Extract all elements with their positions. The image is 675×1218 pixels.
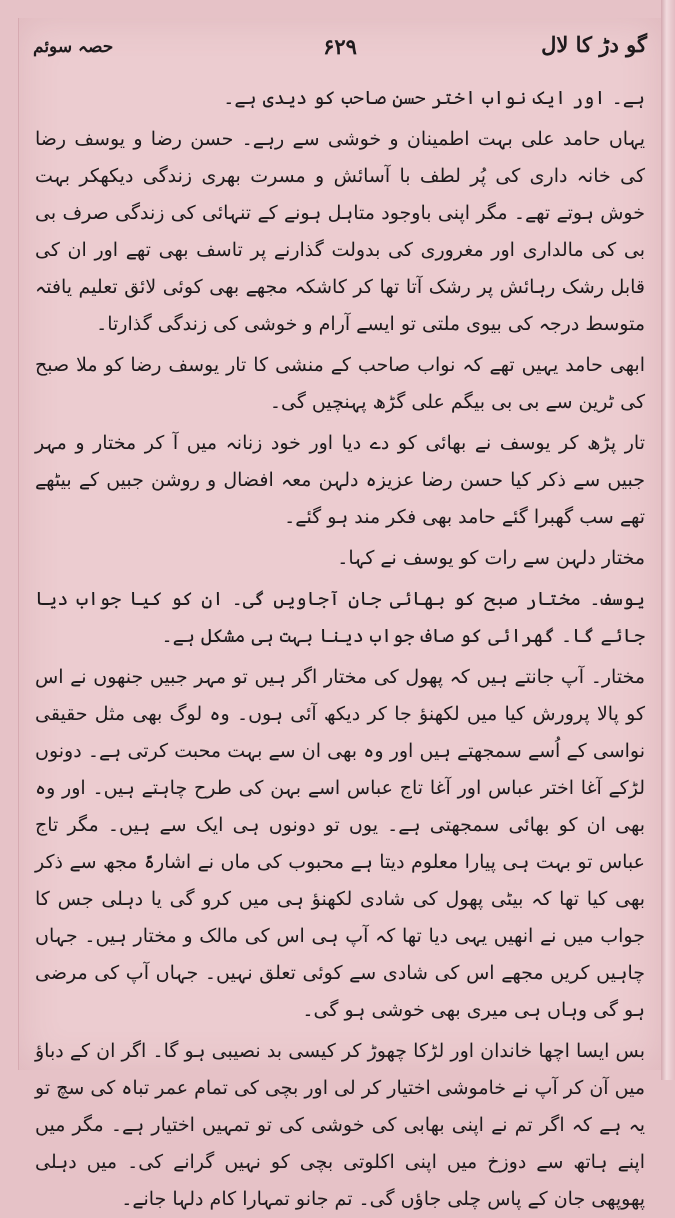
paragraph-3: ابھی حامد یہیں تھے کہ نواب صاحب کے منشی کا تار یوسف رضا کو ملا صبح کی ٹرین سے بی بی بیگم علی گڑھ پہنچیں گی۔ [35, 354, 645, 413]
page-edge [661, 0, 675, 1080]
paragraph-6: یوسف۔ مختار صبح کو بھائی جان آجاویں گی۔ ان کو کیا جواب دیا جائے گا۔ گھرائی کو صاف جواب دینا بہت ہی مشکل ہے۔ [35, 588, 645, 647]
page-number: ۶۲۹ [323, 34, 357, 59]
paragraph-2: یہاں حامد علی بہت اطمینان و خوشی سے رہے۔ حسن رضا و یوسف رضا کی خانہ داری کی پُر لطف با آسائش و مسرت بھری زندگی دیکھکر بہت خوش ہوتے تھے۔ مگر اپنی باوجود متاہل ہونے کے تنہائی کی زندگی صرف بی بی کی مالداری اور مغروری کی بدولت گذارنے پر تاسف بھی تھے اور ان کی قابل رشک رہائش پر رشک آتا تھا کر کاشکہ مجھے بھی کوئی لائق تعلیم یافتہ متوسط درجہ کی بیوی ملتی تو ایسے آرام و خوشی کی زندگی گذارتا۔ [35, 128, 645, 335]
book-title: گو دڑ کا لال [541, 32, 647, 57]
part-label: حصہ سوئم [33, 37, 114, 57]
page-body [35, 80, 645, 1210]
page-header [33, 32, 647, 72]
paragraph-4: تار پڑھ کر یوسف نے بھائی کو دے دیا اور خود زنانہ میں آ کر مختار و مہر جبیں سے ذکر کیا حسن رضا عزیزہ دلہن معہ افضال و روشن جبیں کے بیٹھے تھے سب گھبرا گئے حامد بھی فکر مند ہو گئے۔ [35, 432, 645, 528]
paragraph-7: مختار۔ آپ جانتے ہیں کہ پھول کی مختار اگر ہیں تو مہر جبیں جنھوں نے اس کو پالا پرورش کیا میں لکھنؤ جا کر دیکھ آئی ہوں۔ وہ لوگ بھی مثل حقیقی نواسی کے اُسے سمجھتے ہیں اور وہ بھی ان سے بہت محبت کرتی ہے۔ دونوں لڑکے آغا اختر عباس اور آغا تاج عباس اسے بہن کی طرح چاہتے ہیں۔ اور وہ بھی ان کو بھائی سمجھتی ہے۔ یوں تو دونوں ہی ایک سے ہیں۔ مگر تاج عباس تو بہت ہی پیارا معلوم دیتا ہے محبوب کی ماں نے اشارۃً مجھ سے ذکر بھی کیا تھا کہ بیٹی پھول کی شادی لکھنؤ ہی میں کرو گی یا دہلی جس کا جواب میں نے انھیں یہی دیا تھا کہ آپ ہی اس کی مالک و مختار ہیں۔ جہاں چاہیں کریں مجھے اس کی شادی سے کوئی تعلق نہیں۔ جہاں آپ کی مرضی ہو گی وہاں ہی میری بھی خوشی ہو گی۔ [35, 666, 645, 1021]
paragraph-1: ہے۔ اور ایک نواب اختر حسن صاحب کو دیدی ہے۔ [223, 87, 645, 109]
book-page [18, 18, 661, 1210]
paragraph-5: مختار دلہن سے رات کو یوسف نے کہا۔ [337, 547, 645, 569]
paragraph-8: بس ایسا اچھا خاندان اور لڑکا چھوڑ کر کیسی بد نصیبی ہو گا۔ اگر ان کے دباؤ میں آن کر آپ نے خاموشی اختیار کر لی اور بچی کی تمام عمر تباہ کی سچ تو یہ ہے کہ اگر تم نے اپنی بھابی کی خوشی کی تو تمہیں اختیار ہے۔ مگر میں اپنے ہاتھ سے دوزخ میں اپنی اکلوتی بچی کو نہیں گرانے کی۔ میں دہلی پھوپھی جان کے پاس چلی جاؤں گی۔ تم جانو تمہارا کام دلہا جانے۔ [35, 1040, 645, 1210]
